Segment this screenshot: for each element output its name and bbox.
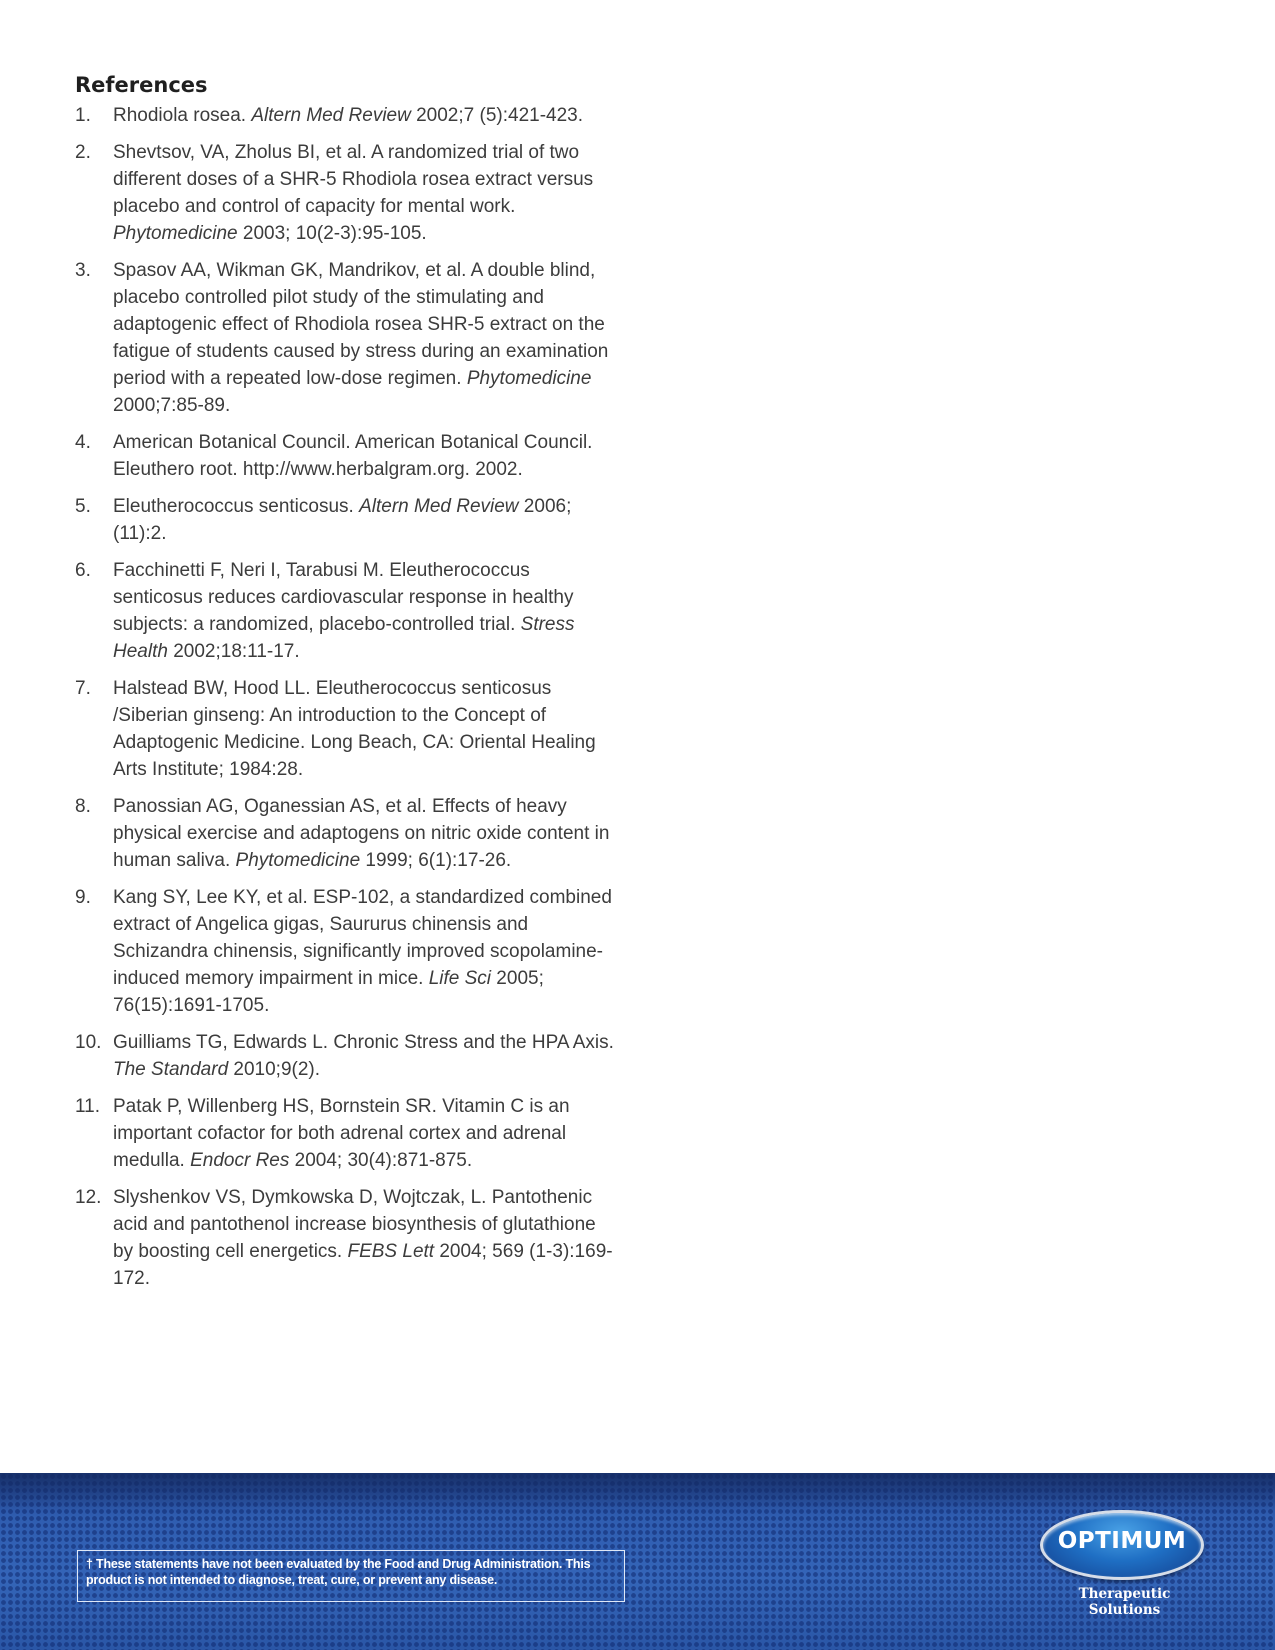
reference-text xyxy=(113,560,575,662)
references-heading: References xyxy=(75,73,208,97)
citation-text: Eleutherococcus senticosus. xyxy=(113,496,360,517)
citation-text: 2002;18:11-17. xyxy=(167,641,300,662)
reference-text xyxy=(113,1187,613,1289)
citation-text: Slyshenkov VS, Dymkowska D, Wojtczak, L. Pantothenic acid and pantothenol increase biosynthesis of glutathione by boosting cell energetics. xyxy=(113,1187,596,1262)
journal-name: FEBS Lett xyxy=(347,1241,435,1262)
citation-text: 2005; 76(15):1691-1705. xyxy=(113,968,544,1016)
reference-item xyxy=(75,884,620,1019)
reference-text xyxy=(113,105,583,126)
reference-item xyxy=(75,557,620,665)
reference-number: 7. xyxy=(75,678,91,699)
citation-text: Halstead BW, Hood LL. Eleutherococcus senticosus /Siberian ginseng: An introduction to the Concept of Adaptogenic Medicine. Long Beach, CA: Oriental Healing Arts Institute; 1984:28. xyxy=(113,678,596,780)
citation-text: Panossian AG, Oganessian AS, et al. Effects of heavy physical exercise and adaptogens on nitric oxide content in human saliva. xyxy=(113,796,610,871)
citation-text: 2004; 569 (1-3):169-172. xyxy=(113,1241,613,1289)
citation-text: 2002;7 (5):421-423. xyxy=(410,105,584,126)
citation-text: Rhodiola rosea. xyxy=(113,105,252,126)
reference-number: 4. xyxy=(75,432,91,453)
journal-name: Phytomedicine xyxy=(466,368,592,389)
citation-text: 2006;(11):2. xyxy=(113,496,572,544)
reference-number: 8. xyxy=(75,796,91,817)
reference-item xyxy=(75,139,620,247)
reference-number: 11. xyxy=(75,1096,101,1117)
citation-text: Shevtsov, VA, Zholus BI, et al. A randomized trial of two different doses of a SHR-5 Rhodiola rosea extract versus placebo and control of capacity for mental work. xyxy=(113,142,594,217)
reference-text xyxy=(113,1096,570,1171)
reference-text xyxy=(113,678,596,780)
reference-number: 3. xyxy=(75,260,91,281)
reference-number: 5. xyxy=(75,496,91,517)
reference-item xyxy=(75,102,620,129)
journal-name: Phytomedicine xyxy=(113,223,238,244)
journal-name: The Standard xyxy=(113,1059,229,1080)
reference-number: 1. xyxy=(75,105,91,126)
reference-number: 10. xyxy=(75,1032,102,1053)
citation-text: 2000;7:85-89. xyxy=(113,395,231,416)
citation-text: Patak P, Willenberg HS, Bornstein SR. Vitamin C is an important cofactor for both adrenal cortex and adrenal medulla. xyxy=(113,1096,570,1171)
reference-text xyxy=(113,432,592,480)
journal-name: Life Sci xyxy=(428,968,492,989)
citation-text: 2010;9(2). xyxy=(228,1059,321,1080)
reference-number: 6. xyxy=(75,560,91,581)
reference-item xyxy=(75,1184,620,1292)
optimum-logo xyxy=(1040,1510,1202,1578)
citation-text: 1999; 6(1):17-26. xyxy=(360,850,512,871)
reference-text xyxy=(113,1032,614,1080)
reference-item xyxy=(75,793,620,874)
logo-wordmark: OPTIMUM xyxy=(1057,1528,1187,1554)
reference-text xyxy=(113,796,609,871)
citation-text: Facchinetti F, Neri I, Tarabusi M. Eleutherococcus senticosus reduces cardiovascular response in healthy subjects: a randomized, placebo-controlled trial. xyxy=(113,560,574,635)
journal-name: Phytomedicine xyxy=(235,850,361,871)
citation-text: American Botanical Council. American Botanical Council. Eleuthero root. http://www.herbalgram.org. 2002. xyxy=(113,432,593,480)
journal-name: Endocr Res xyxy=(190,1150,290,1171)
footer-shade xyxy=(0,1473,1275,1509)
reference-item xyxy=(75,257,620,419)
citation-text: Guilliams TG, Edwards L. Chronic Stress and the HPA Axis. xyxy=(113,1032,614,1053)
citation-text: 2004; 30(4):871-875. xyxy=(289,1150,473,1171)
reference-list xyxy=(75,102,620,1292)
logo-tagline: Therapeutic Solutions xyxy=(1078,1586,1171,1618)
footer-band xyxy=(0,1473,1275,1650)
reference-item xyxy=(75,675,620,783)
journal-name: Altern Med Review xyxy=(251,105,411,126)
citation-text: 2003; 10(2-3):95-105. xyxy=(237,223,427,244)
reference-item xyxy=(75,1093,620,1174)
reference-item xyxy=(75,429,620,483)
journal-name: Stress Health xyxy=(113,614,575,662)
reference-item xyxy=(75,493,620,547)
reference-text xyxy=(113,260,608,416)
citation-text: Spasov AA, Wikman GK, Mandrikov, et al. A double blind, placebo controlled pilot study of the stimulating and adaptogenic effect of Rhodiola rosea SHR-5 extract on the fatigue of students caused by stress during an examination period with a repeated low-dose regimen. xyxy=(113,260,609,389)
reference-text xyxy=(113,887,612,1016)
reference-number: 2. xyxy=(75,142,91,163)
reference-text xyxy=(113,496,571,544)
reference-number: 12. xyxy=(75,1187,102,1208)
fda-disclaimer: † These statements have not been evaluated by the Food and Drug Administration. This product is not intended to diagnose, treat, cure, or prevent any disease. xyxy=(77,1550,625,1602)
reference-text xyxy=(113,142,593,244)
journal-name: Altern Med Review xyxy=(359,496,519,517)
citation-text: Kang SY, Lee KY, et al. ESP-102, a standardized combined extract of Angelica gigas, Saururus chinensis and Schizandra chinensis, significantly improved scopolamine-induced memory impairment in mice. xyxy=(113,887,612,989)
reference-number: 9. xyxy=(75,887,91,908)
references-section xyxy=(75,70,620,1302)
reference-item xyxy=(75,1029,620,1083)
